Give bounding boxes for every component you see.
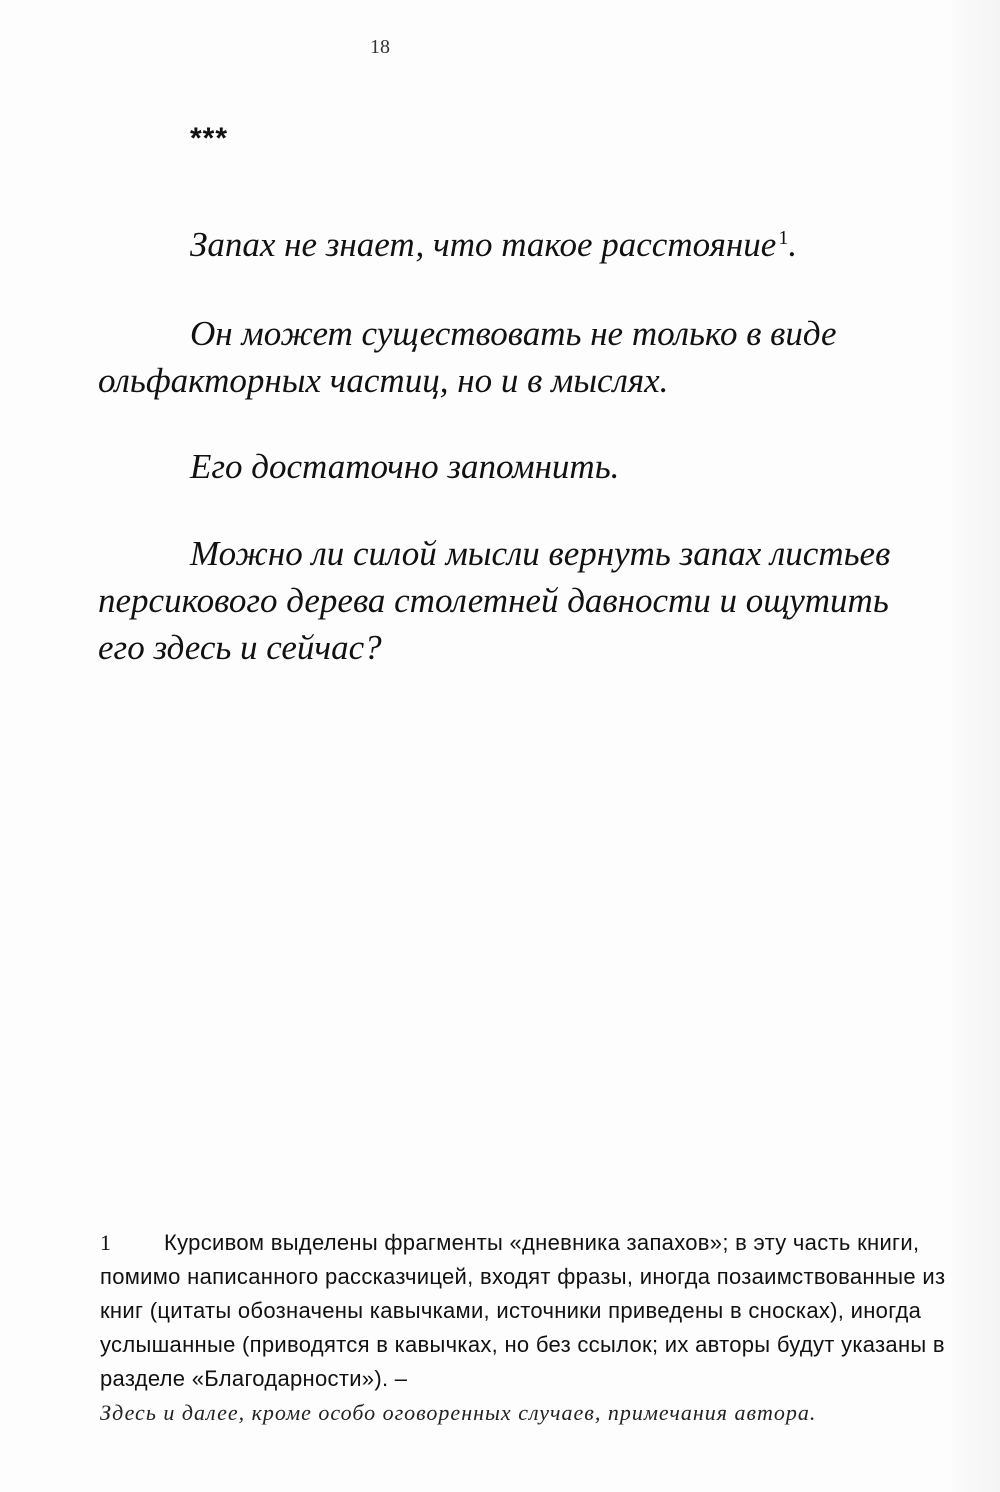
footnote-number: 1 (100, 1230, 112, 1255)
paragraph-4: Можно ли силой мысли вернуть запах листьев персикового дерева столетней давности и ощутить его здесь и сейчас? (98, 534, 891, 667)
page-number: 18 (370, 36, 390, 58)
footnote-author-note: Здесь и далее, кроме особо оговоренных случаев, примечания автора. (100, 1400, 817, 1425)
paragraph-1-tail: . (788, 225, 798, 264)
footnote-reference[interactable]: 1 (778, 227, 789, 249)
paragraph-2: Он может существовать не только в виде ольфакторных частиц, но и в мыслях. (98, 314, 837, 400)
paragraph-1-text: Запах не знает, что такое расстояние (190, 225, 777, 264)
page-edge-shadow (952, 0, 1000, 1492)
paragraph-3: Его достаточно запомнить. (190, 447, 620, 486)
footnote (100, 1226, 950, 1430)
footnote-text: Курсивом выделены фрагменты «дневника запахов»; в эту часть книги, помимо написанного рассказчицей, входят фразы, иногда позаимствованные из книг (цитаты обозначены кавычками, источники приведены в сносках), иногда услышанные (приводятся в кавычках, но без ссылок; их авторы будут указаны в разделе «Благодарности»). – (100, 1230, 946, 1391)
paragraph-1 (98, 221, 928, 268)
section-separator: *** (190, 122, 229, 155)
